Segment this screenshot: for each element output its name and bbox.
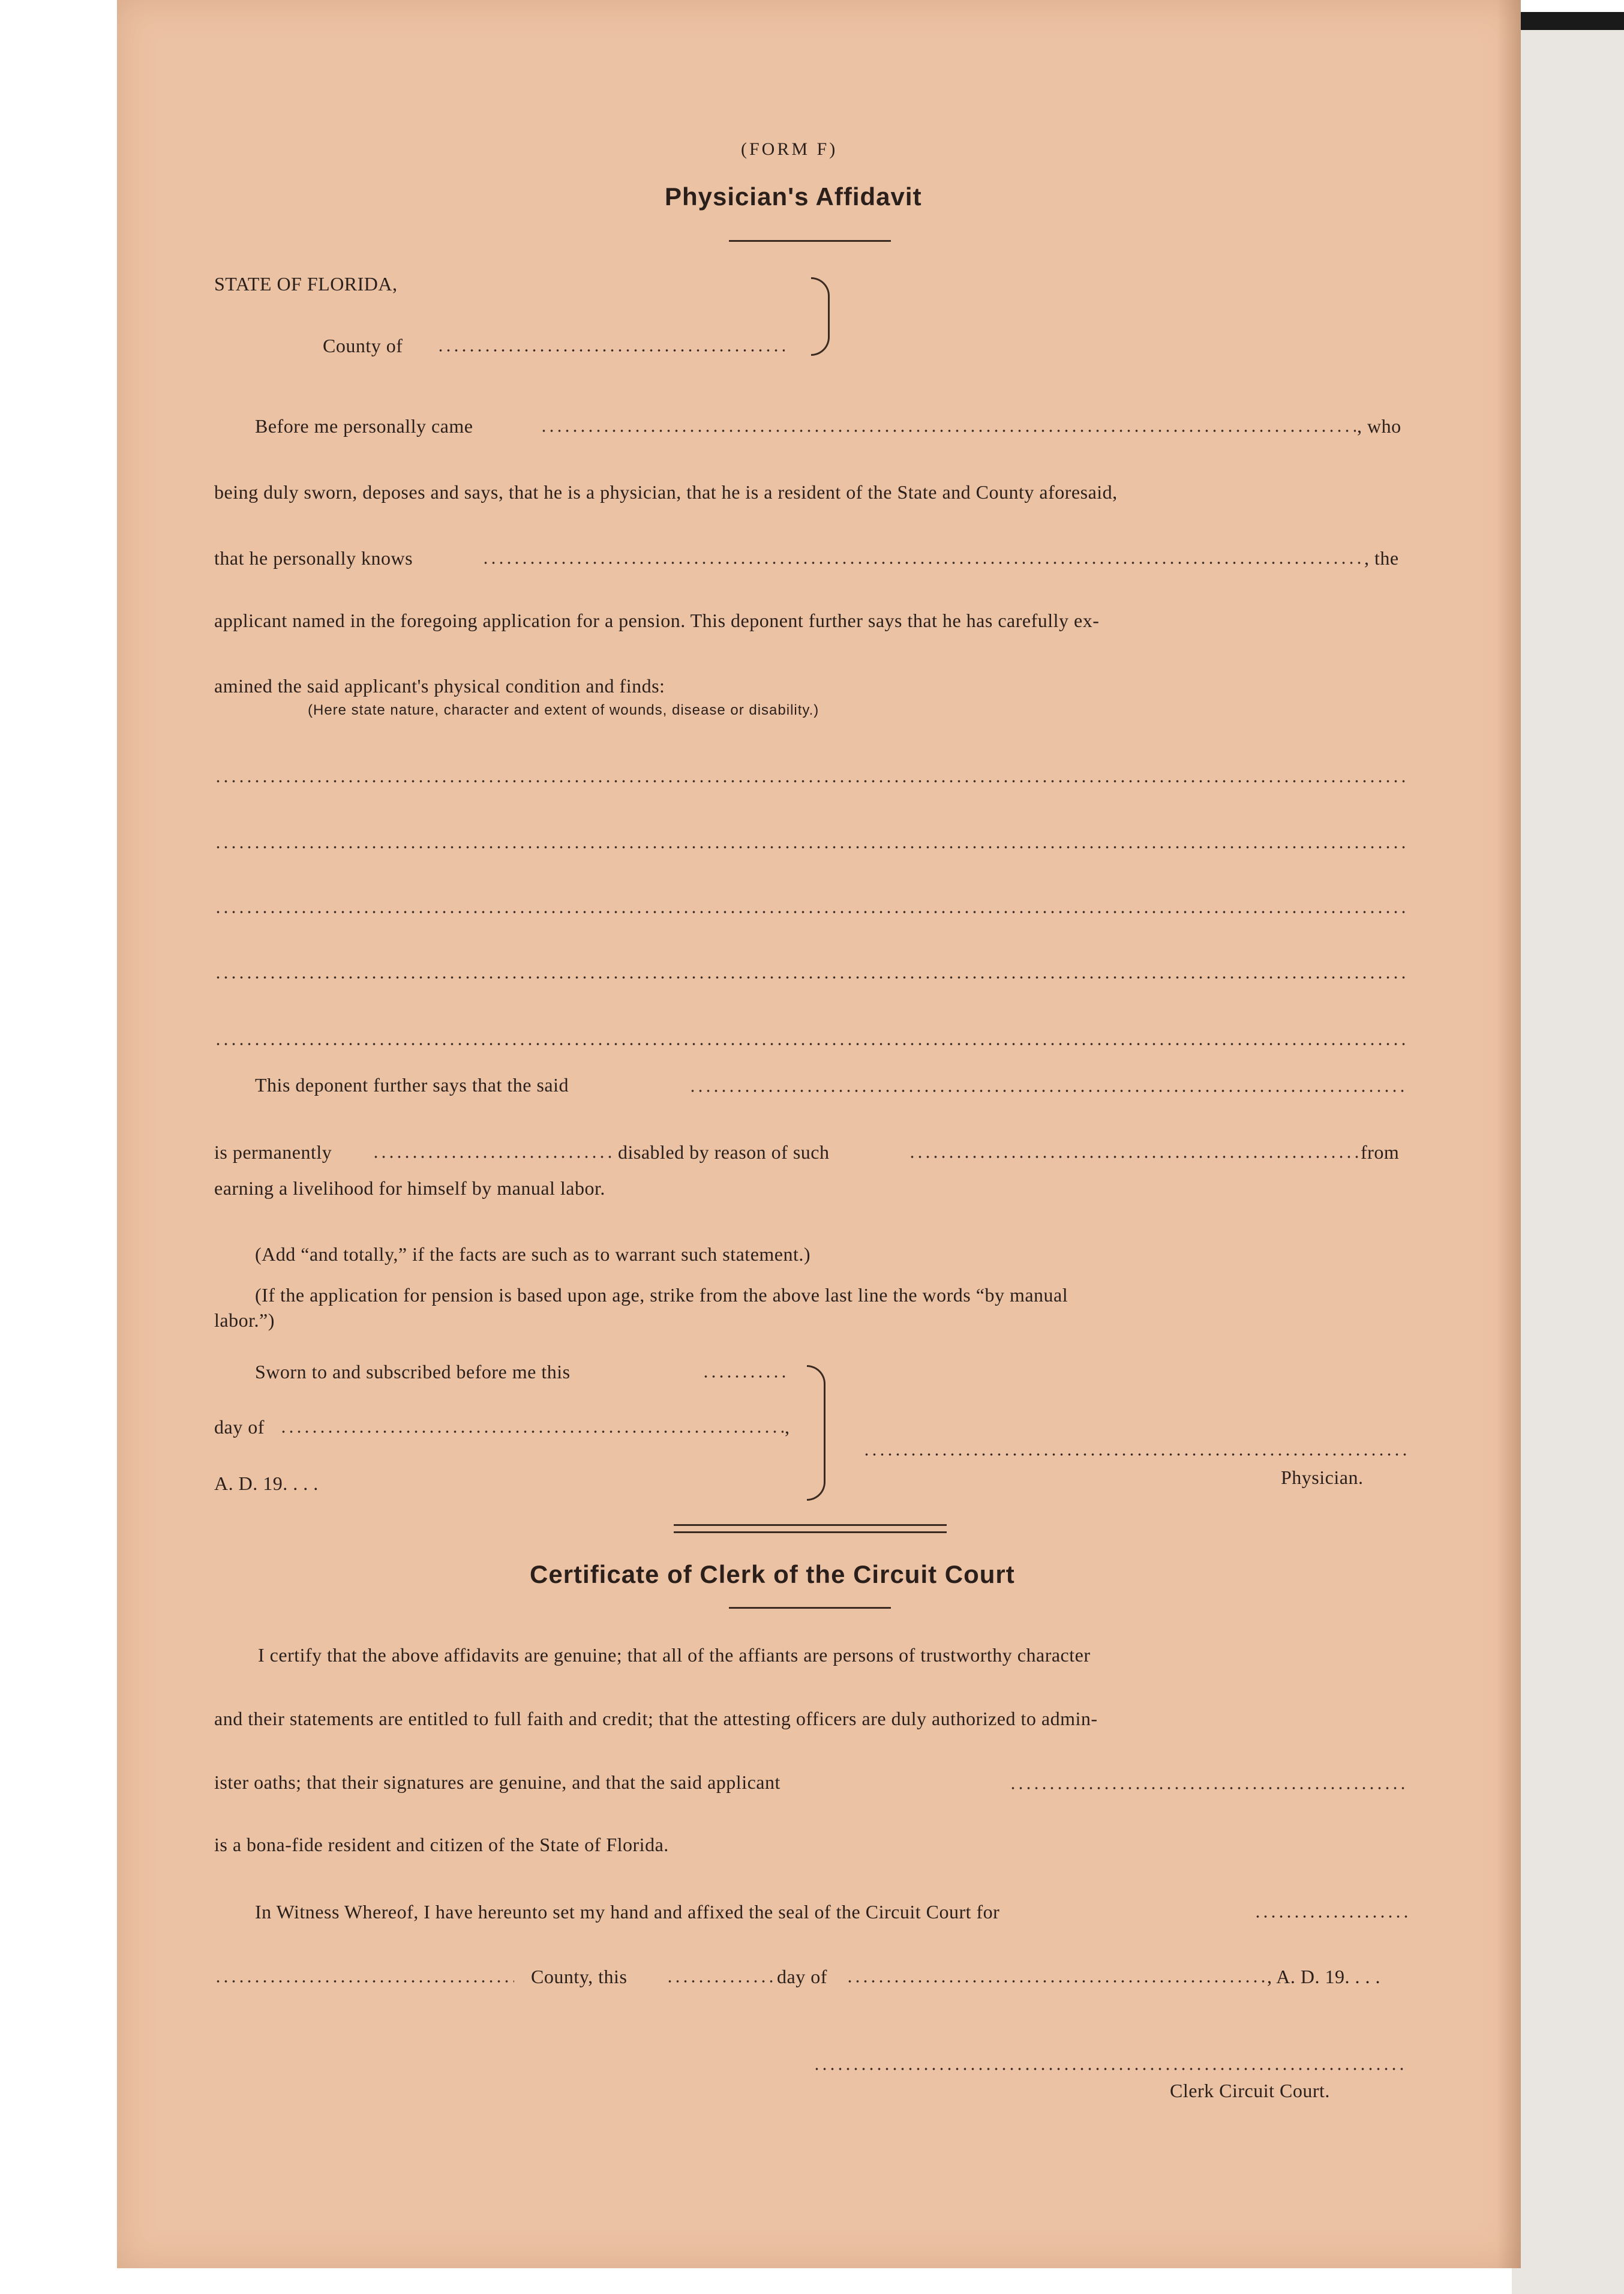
cert-line5: In Witness Whereof, I have hereunto set my hand and affixed the seal of the Circuit Court for bbox=[255, 1901, 1000, 1923]
jurat-ad: A. D. 19. . . . bbox=[214, 1473, 319, 1494]
scanner-edge bbox=[1512, 12, 1624, 30]
title-underline bbox=[729, 240, 891, 242]
jurat-day-of: day of bbox=[214, 1416, 265, 1438]
disability-blank bbox=[908, 1156, 1359, 1158]
body-line3-end: , the bbox=[1364, 547, 1399, 569]
body-line5: amined the said applicant's physical condition and finds: bbox=[214, 675, 665, 697]
totally-blank bbox=[372, 1156, 615, 1158]
jurat-month-blank bbox=[280, 1431, 784, 1433]
clerk-signature-line bbox=[813, 2068, 1408, 2070]
cert-line4: is a bona-fide resident and citizen of the State of Florida. bbox=[214, 1834, 669, 1855]
note-totally: (Add “and totally,” if the facts are such as to warrant such statement.) bbox=[255, 1243, 811, 1265]
body-line2: being duly sworn, deposes and says, that he is a physician, that he is a resident of the State and County aforesaid, bbox=[214, 481, 1118, 503]
cert-day-blank bbox=[666, 1980, 774, 1983]
certificate-underline bbox=[729, 1607, 891, 1609]
section-divider-top bbox=[674, 1524, 947, 1526]
certificate-title: Certificate of Clerk of the Circuit Court bbox=[530, 1560, 1015, 1588]
jurat-day-blank bbox=[702, 1375, 786, 1378]
cert-line6-county: County, this bbox=[531, 1966, 628, 1987]
cert-county-blank bbox=[214, 1980, 514, 1983]
findings-blank-1 bbox=[214, 780, 1408, 782]
findings-blank-4 bbox=[214, 976, 1408, 979]
sheet-edge-shadow bbox=[1497, 0, 1521, 2268]
cert-line3: ister oaths; that their signatures are genuine, and that the said applicant bbox=[214, 1771, 781, 1793]
findings-blank-5 bbox=[214, 1043, 1408, 1045]
body-line3-start: that he personally knows bbox=[214, 547, 413, 569]
note-age-line1: (If the application for pension is based upon age, strike from the above last line the words “by manual bbox=[255, 1284, 1068, 1306]
affiant-name-blank bbox=[540, 430, 1356, 432]
cert-line2: and their statements are entitled to full faith and credit; that the attesting officers are duly authorized to admin- bbox=[214, 1708, 1098, 1729]
section-divider-bottom bbox=[674, 1531, 947, 1533]
venue-county-label: County of bbox=[323, 335, 403, 356]
findings-blank-3 bbox=[214, 911, 1408, 913]
findings-blank-2 bbox=[214, 846, 1408, 848]
body-line7-b: disabled by reason of such bbox=[618, 1141, 830, 1163]
cert-month-blank bbox=[846, 1980, 1266, 1983]
physician-signature-line bbox=[863, 1453, 1409, 1456]
body-line4: applicant named in the foregoing application for a pension. This deponent further says that he has carefully ex- bbox=[214, 610, 1100, 631]
body-line1-end: , who bbox=[1357, 415, 1401, 437]
jurat-comma: , bbox=[785, 1416, 790, 1438]
body-line1-start: Before me personally came bbox=[255, 415, 473, 437]
form-label: (FORM F) bbox=[741, 139, 838, 159]
page-title: Physician's Affidavit bbox=[665, 182, 922, 211]
venue-brace bbox=[811, 277, 830, 356]
body-line7-c: from bbox=[1361, 1141, 1400, 1163]
cert-line1: I certify that the above affidavits are genuine; that all of the affiants are persons of trustworthy character bbox=[258, 1644, 1091, 1666]
jurat-sworn: Sworn to and subscribed before me this bbox=[255, 1361, 571, 1383]
applicant-name-blank-2 bbox=[689, 1090, 1409, 1092]
body-line7-a: is permanently bbox=[214, 1141, 332, 1163]
body-line6-start: This deponent further says that the said bbox=[255, 1074, 569, 1096]
body-instruction: (Here state nature, character and extent of wounds, disease or disability.) bbox=[308, 702, 819, 718]
cert-applicant-blank bbox=[1009, 1787, 1408, 1789]
jurat-brace bbox=[807, 1365, 825, 1501]
county-blank bbox=[437, 349, 785, 352]
physician-label: Physician. bbox=[1281, 1467, 1364, 1488]
cert-line6-ad: , A. D. 19. . . . bbox=[1267, 1966, 1380, 1987]
clerk-label: Clerk Circuit Court. bbox=[1170, 2080, 1330, 2101]
venue-state: STATE OF FLORIDA, bbox=[214, 273, 398, 295]
cert-line6-dayof: day of bbox=[777, 1966, 827, 1987]
note-age-line2: labor.”) bbox=[214, 1309, 275, 1331]
scanner-backing bbox=[1512, 12, 1624, 2294]
applicant-name-blank bbox=[482, 562, 1362, 564]
cert-court-blank bbox=[1254, 1915, 1409, 1918]
body-line8: earning a livelihood for himself by manual labor. bbox=[214, 1177, 605, 1199]
